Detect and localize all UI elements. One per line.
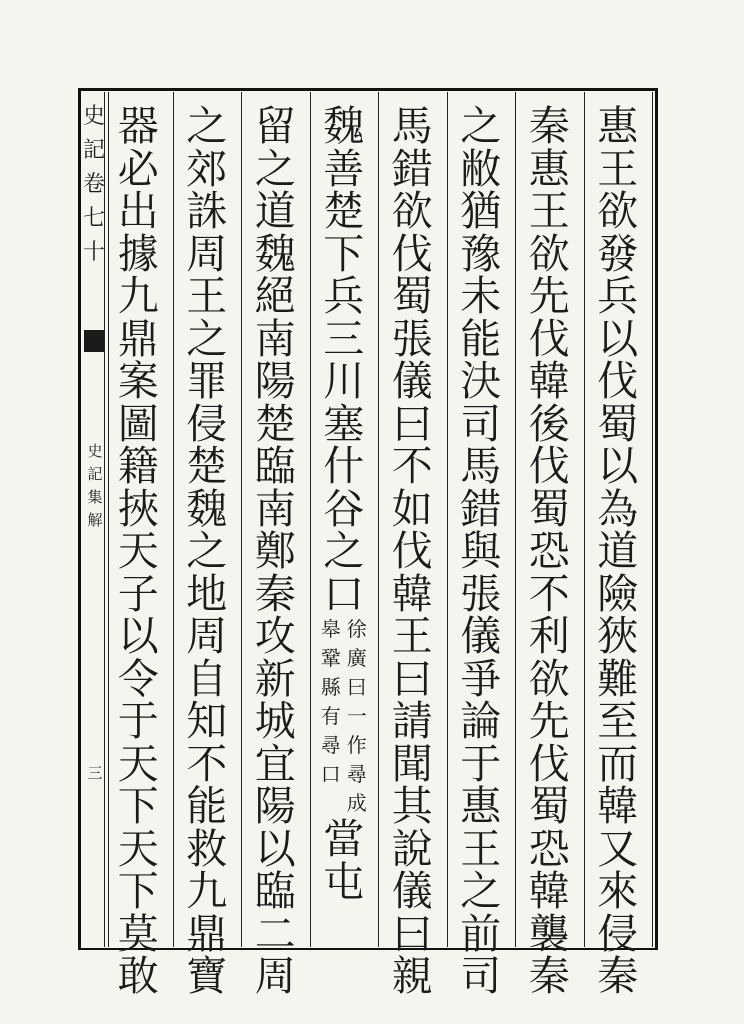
text-char: 秦 [528,952,570,1000]
text-char: 蜀 [528,782,570,830]
text-char: 籍 [117,442,159,490]
text-column [109,102,167,1000]
text-char: 善 [323,144,365,193]
text-char: 據 [117,229,159,278]
text-char: 能 [460,314,502,363]
note-char: 徐 [346,617,367,641]
text-char: 鄭 [254,527,296,575]
text-char: 韓 [528,867,570,915]
text-char: 救 [186,824,228,873]
text-char: 秦 [528,102,570,150]
text-column [452,102,510,1000]
text-char: 侵 [186,399,228,448]
text-char: 來 [597,867,639,915]
note-char: 鞏 [320,646,341,670]
text-char: 出 [117,187,159,235]
text-char: 誅 [186,187,228,235]
text-char: 錯 [391,144,433,193]
text-char: 口 [323,569,365,618]
text-char: 王 [597,144,639,193]
commentary-note [319,615,369,818]
text-char: 周 [254,952,296,1000]
text-char: 谷 [323,484,365,533]
text-char: 令 [117,654,159,703]
text-char: 南 [254,484,296,533]
text-char: 欲 [597,187,639,235]
book-name-char: 史 [87,442,103,460]
text-char: 寶 [186,952,228,1000]
text-char: 張 [391,314,433,363]
text-char: 恐 [528,824,570,873]
text-char: 天 [117,824,159,873]
text-char: 司 [460,952,502,1000]
text-char: 器 [117,102,159,150]
volume-title-char: 史 [83,104,106,129]
text-char: 以 [117,612,159,660]
commentary-note-right [345,615,369,818]
text-char: 其 [391,782,433,830]
text-char: 之 [186,314,228,363]
note-char: 尋 [346,762,367,786]
text-char: 先 [528,272,570,320]
text-char: 如 [391,484,433,533]
text-char: 罪 [186,357,228,405]
column-rule [104,92,105,947]
text-char: 不 [528,569,570,618]
text-char: 當 [323,815,365,863]
text-char: 伐 [528,314,570,363]
text-char: 魏 [254,229,296,278]
text-char: 至 [597,697,639,745]
column-rule [241,92,242,947]
text-char: 二 [254,909,296,958]
text-char: 天 [117,527,159,575]
text-char: 南 [254,314,296,363]
text-char: 韓 [528,357,570,405]
volume-title-char: 十 [83,240,106,265]
text-char: 以 [597,442,639,490]
text-char: 兵 [323,272,365,320]
text-char: 九 [117,272,159,320]
text-char: 之 [323,527,365,575]
text-char: 伐 [597,357,639,405]
text-char: 請 [391,697,433,745]
text-char: 陽 [254,357,296,405]
text-char: 下 [323,229,365,278]
volume-title-char: 記 [83,138,106,163]
text-char: 不 [186,739,228,788]
text-char: 利 [528,612,570,660]
text-char: 于 [117,697,159,745]
text-char: 臨 [254,442,296,490]
text-char: 伐 [391,229,433,278]
text-char: 魏 [186,484,228,533]
text-char: 而 [597,739,639,788]
text-char: 秦 [254,569,296,618]
text-char: 宜 [254,739,296,788]
text-char: 張 [460,569,502,618]
text-char: 先 [528,697,570,745]
text-char: 曰 [391,399,433,448]
text-char: 伐 [528,739,570,788]
text-char: 案 [117,357,159,405]
text-char: 韓 [597,782,639,830]
text-char: 欲 [528,654,570,703]
text-char: 以 [597,314,639,363]
volume-title-char: 卷 [83,172,106,197]
text-char: 楚 [186,442,228,490]
text-char: 子 [117,569,159,618]
text-char: 伐 [528,442,570,490]
note-char: 縣 [320,675,341,699]
text-char: 能 [186,782,228,830]
note-char: 尋 [320,733,341,757]
text-char: 又 [597,824,639,873]
text-char: 錯 [460,484,502,533]
text-char: 絕 [254,272,296,320]
commentary-note-left [319,615,343,818]
text-char: 惠 [597,102,639,150]
text-char: 川 [323,357,365,405]
text-char: 爭 [460,654,502,703]
text-char: 鼎 [117,314,159,363]
text-char: 猶 [460,187,502,235]
column-rule [584,92,585,947]
text-char: 說 [391,824,433,873]
note-char: 曰 [346,675,367,699]
text-char: 不 [391,442,433,490]
text-char: 馬 [391,102,433,150]
text-char: 恐 [528,527,570,575]
text-char: 九 [186,867,228,915]
note-char: 口 [320,762,341,786]
text-char: 之 [460,867,502,915]
book-name [86,440,104,532]
text-char: 襲 [528,909,570,958]
volume-title [83,100,105,270]
text-column [520,102,578,1000]
book-name-char: 解 [87,511,103,529]
text-char: 惠 [528,144,570,193]
text-char: 塞 [323,399,365,448]
text-char: 周 [186,612,228,660]
text-char: 屯 [323,857,365,906]
text-char: 王 [460,824,502,873]
text-char: 惠 [460,782,502,830]
text-char: 兵 [597,272,639,320]
book-name-char: 集 [87,488,103,506]
book-name-char: 記 [87,465,103,483]
text-char: 親 [391,952,433,1000]
note-char: 作 [346,733,367,757]
text-char: 圖 [117,399,159,448]
column-rule [378,92,379,947]
volume-title-char: 七 [83,206,106,231]
text-char: 前 [460,909,502,958]
note-char: 一 [346,704,367,728]
text-char: 狹 [597,612,639,660]
text-char: 之 [186,527,228,575]
text-char: 三 [323,314,365,363]
text-char: 聞 [391,739,433,788]
fish-tail-mark-icon [84,330,104,352]
column-rule [173,92,174,947]
note-char: 有 [320,704,341,728]
text-char: 魏 [323,102,365,150]
text-char: 敝 [460,144,502,193]
text-char: 儀 [391,357,433,405]
text-char: 什 [323,442,365,490]
text-char: 臨 [254,867,296,915]
text-char: 決 [460,357,502,405]
text-char: 敢 [117,952,159,1000]
text-char: 蜀 [391,272,433,320]
text-char: 蜀 [528,484,570,533]
text-char: 天 [117,739,159,788]
text-char: 于 [460,739,502,788]
text-char: 必 [117,144,159,193]
text-char: 與 [460,527,502,575]
text-char: 城 [254,697,296,745]
text-char: 新 [254,654,296,703]
text-column [315,102,373,906]
text-char: 儀 [460,612,502,660]
text-char: 楚 [323,187,365,235]
text-char: 地 [186,569,228,618]
text-column [383,102,441,1000]
text-column [589,102,647,1000]
text-char: 伐 [391,527,433,575]
text-char: 攻 [254,612,296,660]
text-char: 下 [117,867,159,915]
text-char: 豫 [460,229,502,278]
text-char: 知 [186,697,228,745]
text-char: 王 [528,187,570,235]
column-rule [652,92,653,947]
column-rule [515,92,516,947]
text-char: 欲 [528,229,570,278]
text-char: 難 [597,654,639,703]
text-char: 欲 [391,187,433,235]
text-char: 王 [186,272,228,320]
text-char: 以 [254,824,296,873]
text-char: 侵 [597,909,639,958]
text-char: 王 [391,612,433,660]
text-char: 為 [597,484,639,533]
text-char: 郊 [186,144,228,193]
text-char: 馬 [460,442,502,490]
column-rule [310,92,311,947]
text-char: 莫 [117,909,159,958]
text-column [246,102,304,1000]
text-char: 曰 [391,909,433,958]
text-char: 道 [597,527,639,575]
text-char: 蜀 [597,399,639,448]
text-char: 道 [254,187,296,235]
text-char: 論 [460,697,502,745]
text-char: 留 [254,102,296,150]
text-char: 發 [597,229,639,278]
text-column [178,102,236,1000]
text-char: 未 [460,272,502,320]
text-char: 陽 [254,782,296,830]
column-rule [447,92,448,947]
text-char: 鼎 [186,909,228,958]
text-char: 下 [117,782,159,830]
text-char: 後 [528,399,570,448]
page-number: 三 [87,764,103,782]
text-char: 自 [186,654,228,703]
text-char: 之 [186,102,228,150]
text-char: 儀 [391,867,433,915]
text-char: 韓 [391,569,433,618]
text-char: 曰 [391,654,433,703]
text-char: 楚 [254,399,296,448]
note-char: 成 [346,791,367,815]
note-char: 廣 [346,646,367,670]
note-char: 皋 [320,617,341,641]
text-char: 秦 [597,952,639,1000]
text-char: 周 [186,229,228,278]
text-char: 險 [597,569,639,618]
text-char: 挾 [117,484,159,533]
text-char: 司 [460,399,502,448]
text-char: 之 [460,102,502,150]
text-char: 之 [254,144,296,193]
